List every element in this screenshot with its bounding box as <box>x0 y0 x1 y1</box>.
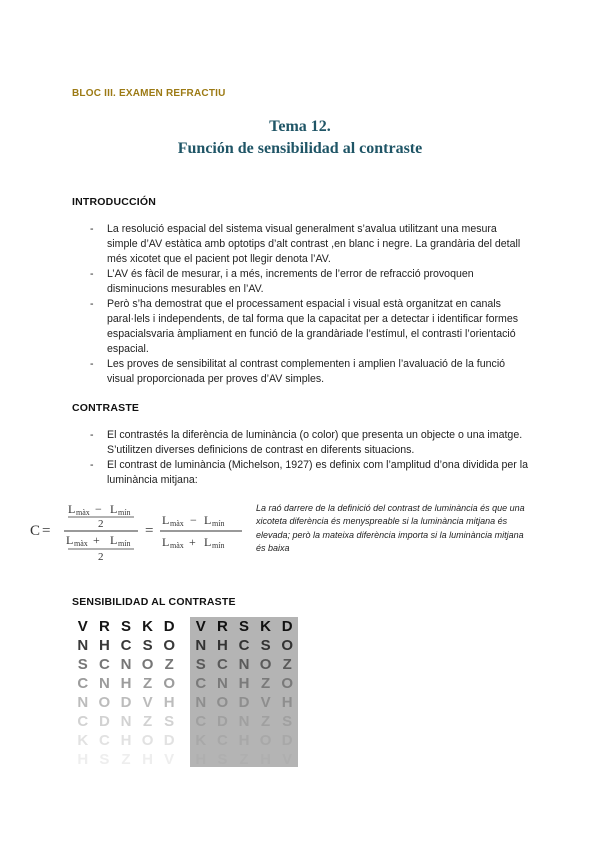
optotype-letter: O <box>141 656 154 673</box>
optotype-letter: S <box>195 656 206 673</box>
optotype-letter: S <box>238 618 249 635</box>
optotype-letter: N <box>195 637 207 654</box>
chart-row <box>190 712 298 731</box>
optotype-letter: N <box>77 694 89 711</box>
optotype-letter: V <box>142 694 153 711</box>
optotype-letter: H <box>281 694 293 711</box>
optotype-letter: Z <box>282 656 292 673</box>
list-item: - El contrastés la diferència de luminància (o color) que presenta un objecte o una imatge. S’utilitzen diverses definicions de contrast en diferents situacions. <box>90 428 530 458</box>
optotype-letter: N <box>238 713 250 730</box>
optotype-letter: D <box>120 694 132 711</box>
optotype-letter: N <box>120 656 132 673</box>
optotype-letter: N <box>195 694 207 711</box>
optotype-letter: D <box>281 732 293 749</box>
sensibilidad-heading: SENSIBILIDAD AL CONTRASTE <box>72 596 236 608</box>
optotype-letter: C <box>195 675 207 692</box>
optotype-letter: D <box>216 713 228 730</box>
formula-num2: L <box>110 502 118 516</box>
optotype-letter: Z <box>121 751 131 768</box>
formula-rhs-sign: = <box>145 523 154 539</box>
chart-row <box>190 655 298 674</box>
optotype-letter: O <box>281 675 293 692</box>
optotype-letter: O <box>98 694 111 711</box>
list-item: - La resolució espacial del sistema visual generalment s’avalua utilitzant una mesura simple d’AV estàtica amb optotips d’alt contrast ,en blanc i negre. La grandària del detall més xicotet que el pacient pot llegir denota l’AV. <box>90 222 530 267</box>
michelson-formula <box>30 500 250 565</box>
optotype-letter: D <box>281 618 293 635</box>
optotype-letter: O <box>259 656 272 673</box>
chart-row <box>190 617 298 636</box>
chart-row <box>72 636 180 655</box>
optotype-letter: S <box>120 618 131 635</box>
formula-rhs-den2: L <box>204 535 212 549</box>
optotype-letter: H <box>216 637 228 654</box>
optotype-letter: D <box>163 618 175 635</box>
optotype-letter: V <box>77 618 88 635</box>
chart-row <box>72 617 180 636</box>
page-title: Función de sensibilidad al contraste <box>177 140 423 157</box>
chart-row <box>72 655 180 674</box>
optotype-letter: Z <box>260 713 271 730</box>
formula-num-minus: − <box>95 502 102 516</box>
optotype-letter: C <box>98 732 110 749</box>
optotype-letter: C <box>77 713 89 730</box>
formula-rhs-num: L <box>162 513 170 527</box>
chart-row <box>190 636 298 655</box>
contrast-chart-gray-background <box>190 617 298 767</box>
formula-den2-sub: mín <box>118 539 131 548</box>
optotype-letter: S <box>142 637 153 654</box>
optotype-letter: Z <box>142 675 153 692</box>
chart-row <box>190 674 298 693</box>
optotype-letter: H <box>142 751 153 768</box>
optotype-letter: V <box>282 751 293 768</box>
optotype-letter: C <box>216 732 228 749</box>
optotype-letter: Z <box>164 656 174 673</box>
optotype-letter: Z <box>142 713 153 730</box>
formula-rhs-den-sub2: mín <box>212 541 225 550</box>
optotype-letter: S <box>164 713 175 730</box>
chart-row <box>190 693 298 712</box>
optotype-letter: N <box>77 637 89 654</box>
optotype-letter: O <box>216 694 229 711</box>
formula-rhs-num2: L <box>204 513 212 527</box>
introduccion-heading: INTRODUCCIÓN <box>72 196 157 208</box>
optotype-letter: O <box>141 732 154 749</box>
formula-den-plus: + <box>93 533 100 547</box>
formula-den2: L <box>110 533 118 547</box>
optotype-letter: D <box>163 732 175 749</box>
optotype-letter: S <box>77 656 88 673</box>
optotype-letter: S <box>282 713 293 730</box>
formula-rhs-den-sub1: màx <box>170 541 184 550</box>
optotype-letter: H <box>260 751 271 768</box>
optotype-letter: C <box>195 713 207 730</box>
contraste-heading: CONTRASTE <box>72 402 140 414</box>
chart-row <box>72 712 180 731</box>
formula-num1-sub: màx <box>76 508 90 517</box>
optotype-letter: N <box>98 675 110 692</box>
optotype-letter: O <box>163 675 175 692</box>
optotype-letter: H <box>163 694 175 711</box>
optotype-letter: V <box>260 694 271 711</box>
optotype-letter: D <box>98 713 110 730</box>
optotype-letter: O <box>259 732 272 749</box>
optotype-letter: D <box>238 694 250 711</box>
chart-row <box>72 674 180 693</box>
optotype-letter: C <box>238 637 250 654</box>
optotype-letter: K <box>195 732 207 749</box>
chart-row <box>72 750 180 769</box>
section-bloc-label: BLOC III. EXAMEN REFRACTIU <box>72 88 226 99</box>
formula-rhs-den: L <box>162 535 170 549</box>
optotype-letter: H <box>77 751 89 768</box>
chart-row <box>72 731 180 750</box>
optotype-letter: R <box>98 618 110 635</box>
formula-den-top: 2 <box>98 518 104 530</box>
formula-lhs: C <box>30 523 41 539</box>
formula-note: La raó darrere de la definició del contrast de luminància és que una xicoteta diferència és menyspreable si la luminància mitjana és elevada; però la mateixa diferència importa si la luminància mitjana és baixa <box>256 503 525 554</box>
formula-den1-sub: màx <box>74 539 88 548</box>
formula-equals: = <box>42 523 51 539</box>
formula-den1: L <box>66 533 74 547</box>
optotype-letter: V <box>164 751 175 768</box>
list-item: - Les proves de sensibilitat al contrast complementen i amplien l’avaluació de la funció visual proporcionada per proves d’AV simples. <box>90 357 530 387</box>
optotype-letter: K <box>142 618 153 635</box>
optotype-letter: Z <box>239 751 249 768</box>
optotype-letter: C <box>120 637 132 654</box>
optotype-letter: O <box>163 637 175 654</box>
optotype-letter: H <box>120 675 132 692</box>
optotype-letter: S <box>217 751 228 768</box>
contraste-list <box>90 428 530 488</box>
list-item: - El contrast de luminància (Michelson, 1927) es definix com l’amplitud d’ona dividida per la luminància mitjana: <box>90 458 530 488</box>
formula-rhs-minus: − <box>190 513 197 527</box>
chart-row <box>72 693 180 712</box>
optotype-letter: N <box>120 713 132 730</box>
optotype-letter: R <box>216 618 228 635</box>
optotype-letter: H <box>120 732 132 749</box>
chart-row <box>190 750 298 769</box>
optotype-letter: N <box>216 675 228 692</box>
optotype-letter: O <box>281 637 293 654</box>
optotype-letter: S <box>260 637 271 654</box>
formula-rhs-num-sub2: mín <box>212 519 225 528</box>
formula-den-bottom: 2 <box>98 551 104 563</box>
optotype-letter: H <box>238 732 250 749</box>
topic-number: Tema 12. <box>269 118 331 135</box>
introduccion-list <box>90 222 530 387</box>
contrast-chart-white-background <box>72 617 180 767</box>
optotype-letter: C <box>216 656 228 673</box>
optotype-letter: K <box>77 732 89 749</box>
optotype-letter: Z <box>260 675 271 692</box>
optotype-letter: N <box>238 656 250 673</box>
optotype-letter: C <box>77 675 89 692</box>
optotype-letter: C <box>98 656 110 673</box>
formula-num1: L <box>68 502 76 516</box>
optotype-letter: K <box>260 618 271 635</box>
formula-num2-sub: mín <box>118 508 131 517</box>
optotype-letter: S <box>99 751 110 768</box>
optotype-letter: H <box>238 675 250 692</box>
optotype-letter: H <box>98 637 110 654</box>
optotype-letter: V <box>195 618 206 635</box>
list-item: - L’AV és fàcil de mesurar, i a més, increments de l’error de refracció provoquen disminucions mesurables en l’AV. <box>90 267 530 297</box>
chart-row <box>190 731 298 750</box>
formula-rhs-plus: + <box>189 535 196 549</box>
list-item: - Però s’ha demostrat que el processament espacial i visual està organitzat en canals paral·lels i independents, de tal forma que la capacitat per a detectar i identificar formes espacialsvaria àmpliament en funció de la grandàriade l’estímul, el contrasti l’orientació espacial. <box>90 297 530 357</box>
formula-rhs-num-sub1: màx <box>170 519 184 528</box>
optotype-letter: H <box>195 751 207 768</box>
